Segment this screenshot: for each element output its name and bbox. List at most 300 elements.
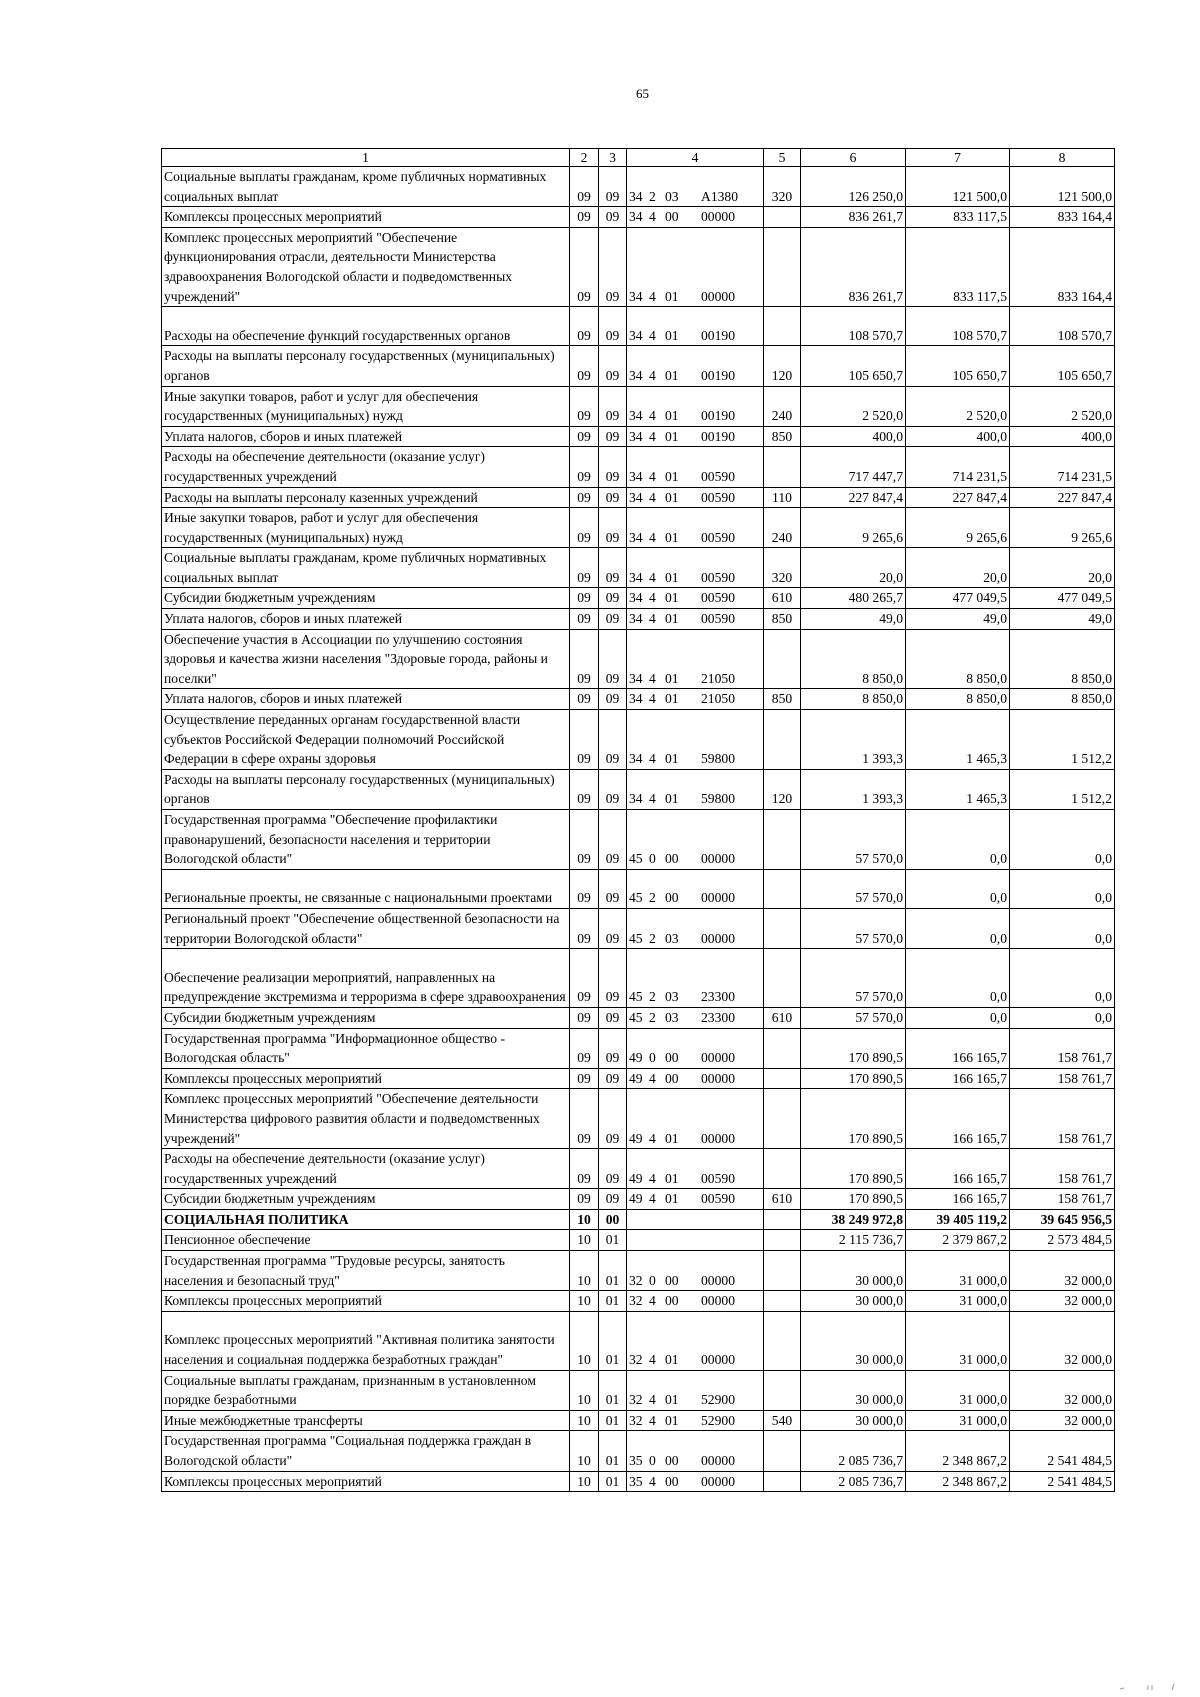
section-code: 09 bbox=[570, 869, 599, 908]
program-code: 34 bbox=[629, 327, 643, 343]
subprogram-code: 4 bbox=[649, 408, 656, 424]
table-row bbox=[162, 1209, 1115, 1230]
row-name: Уплата налогов, сборов и иных платежей bbox=[162, 689, 570, 710]
activity-code: 01 bbox=[665, 1170, 679, 1186]
target-article-code bbox=[627, 447, 764, 487]
amount-col-8: 158 761,7 bbox=[1010, 1189, 1115, 1210]
amount-col-7: 2 520,0 bbox=[906, 386, 1010, 426]
amount-col-6: 38 249 972,8 bbox=[801, 1209, 906, 1230]
activity-code: 00 bbox=[665, 890, 679, 906]
row-name: Субсидии бюджетным учреждениям bbox=[162, 1189, 570, 1210]
subsection-code: 09 bbox=[599, 426, 627, 447]
program-code: 34 bbox=[629, 751, 643, 767]
direction-code: 23300 bbox=[701, 1009, 735, 1025]
section-code: 09 bbox=[570, 689, 599, 710]
subprogram-code: 4 bbox=[649, 209, 656, 225]
table-row bbox=[162, 426, 1115, 447]
amount-col-6: 1 393,3 bbox=[801, 769, 906, 809]
expense-type-code: 610 bbox=[764, 588, 801, 609]
program-code: 45 bbox=[629, 851, 643, 867]
amount-col-8: 108 570,7 bbox=[1010, 307, 1115, 346]
amount-col-8: 0,0 bbox=[1010, 1007, 1115, 1028]
amount-col-6: 2 115 736,7 bbox=[801, 1230, 906, 1251]
activity-code: 00 bbox=[665, 851, 679, 867]
table-row bbox=[162, 1431, 1115, 1471]
expense-type-code: 240 bbox=[764, 386, 801, 426]
row-name: Расходы на обеспечение функций государственных органов bbox=[162, 307, 570, 346]
amount-col-8: 227 847,4 bbox=[1010, 487, 1115, 508]
subprogram-code: 4 bbox=[649, 1070, 656, 1086]
expense-type-code: 110 bbox=[764, 487, 801, 508]
section-code: 09 bbox=[570, 1007, 599, 1028]
target-article-code bbox=[627, 1028, 764, 1068]
target-article-code bbox=[627, 487, 764, 508]
row-name: Иные закупки товаров, работ и услуг для обеспечения государственных (муниципальных) нужд bbox=[162, 386, 570, 426]
header-col-3: 3 bbox=[599, 149, 627, 167]
direction-code: 23300 bbox=[701, 989, 735, 1005]
amount-col-6: 836 261,7 bbox=[801, 227, 906, 306]
amount-col-7: 400,0 bbox=[906, 426, 1010, 447]
direction-code: 00000 bbox=[701, 209, 735, 225]
activity-code: 01 bbox=[665, 489, 679, 505]
direction-code: 00190 bbox=[701, 327, 735, 343]
program-code: 34 bbox=[629, 408, 643, 424]
expense-type-code bbox=[764, 1431, 801, 1471]
amount-col-8: 2 541 484,5 bbox=[1010, 1471, 1115, 1492]
table-row bbox=[162, 1089, 1115, 1149]
section-code: 09 bbox=[570, 609, 599, 630]
amount-col-8: 833 164,4 bbox=[1010, 207, 1115, 228]
program-code: 34 bbox=[629, 468, 643, 484]
program-code: 34 bbox=[629, 209, 643, 225]
budget-table bbox=[161, 148, 1115, 1492]
activity-code: 01 bbox=[665, 367, 679, 383]
section-code: 09 bbox=[570, 426, 599, 447]
amount-col-8: 20,0 bbox=[1010, 548, 1115, 588]
target-article-code bbox=[627, 1089, 764, 1149]
program-code: 49 bbox=[629, 1191, 643, 1207]
header-col-5: 5 bbox=[764, 149, 801, 167]
amount-col-6: 30 000,0 bbox=[801, 1410, 906, 1431]
amount-col-7: 0,0 bbox=[906, 869, 1010, 908]
subsection-code: 09 bbox=[599, 588, 627, 609]
subsection-code: 09 bbox=[599, 487, 627, 508]
subsection-code: 01 bbox=[599, 1291, 627, 1312]
table-row bbox=[162, 588, 1115, 609]
table-row bbox=[162, 1028, 1115, 1068]
direction-code: 00000 bbox=[701, 1352, 735, 1368]
subsection-code: 09 bbox=[599, 689, 627, 710]
section-code: 09 bbox=[570, 167, 599, 207]
amount-col-8: 32 000,0 bbox=[1010, 1251, 1115, 1291]
amount-col-7: 39 405 119,2 bbox=[906, 1209, 1010, 1230]
row-name: Осуществление переданных органам государственной власти субъектов Российской Федерации полномочий Российской Федерации в сфере охраны здоровья bbox=[162, 710, 570, 770]
target-article-code bbox=[627, 1189, 764, 1210]
table-header-row bbox=[162, 149, 1115, 167]
expense-type-code: 850 bbox=[764, 689, 801, 710]
direction-code: 00190 bbox=[701, 408, 735, 424]
section-code: 09 bbox=[570, 227, 599, 306]
activity-code: 00 bbox=[665, 1453, 679, 1469]
subprogram-code: 0 bbox=[649, 1453, 656, 1469]
subsection-code: 01 bbox=[599, 1230, 627, 1251]
row-name: Субсидии бюджетным учреждениям bbox=[162, 588, 570, 609]
subprogram-code: 4 bbox=[649, 1392, 656, 1408]
subsection-code: 09 bbox=[599, 810, 627, 870]
table-row bbox=[162, 1370, 1115, 1410]
expense-type-code bbox=[764, 1291, 801, 1312]
target-article-code bbox=[627, 346, 764, 386]
header-col-8: 8 bbox=[1010, 149, 1115, 167]
expense-type-code bbox=[764, 1149, 801, 1189]
target-article-code bbox=[627, 1007, 764, 1028]
expense-type-code bbox=[764, 1251, 801, 1291]
table-row bbox=[162, 1149, 1115, 1189]
header-col-4: 4 bbox=[627, 149, 764, 167]
amount-col-8: 158 761,7 bbox=[1010, 1149, 1115, 1189]
amount-col-8: 0,0 bbox=[1010, 908, 1115, 948]
expense-type-code: 850 bbox=[764, 609, 801, 630]
table-row bbox=[162, 1311, 1115, 1370]
section-code: 09 bbox=[570, 1089, 599, 1149]
subsection-code: 09 bbox=[599, 949, 627, 1008]
amount-col-7: 833 117,5 bbox=[906, 207, 1010, 228]
target-article-code bbox=[627, 307, 764, 346]
direction-code: 00000 bbox=[701, 1130, 735, 1146]
amount-col-8: 2 573 484,5 bbox=[1010, 1230, 1115, 1251]
activity-code: 00 bbox=[665, 209, 679, 225]
table-row bbox=[162, 869, 1115, 908]
amount-col-7: 8 850,0 bbox=[906, 689, 1010, 710]
amount-col-7: 166 165,7 bbox=[906, 1149, 1010, 1189]
subsection-code: 01 bbox=[599, 1251, 627, 1291]
row-name: Обеспечение участия в Ассоциации по улучшению состояния здоровья и качества жизни населения "Здоровые города, районы и поселки" bbox=[162, 629, 570, 689]
direction-code: 00000 bbox=[701, 288, 735, 304]
amount-col-7: 31 000,0 bbox=[906, 1370, 1010, 1410]
amount-col-6: 57 570,0 bbox=[801, 908, 906, 948]
section-code: 09 bbox=[570, 1149, 599, 1189]
program-code: 45 bbox=[629, 930, 643, 946]
header-col-7: 7 bbox=[906, 149, 1010, 167]
subprogram-code: 4 bbox=[649, 611, 656, 627]
activity-code: 00 bbox=[665, 1473, 679, 1489]
target-article-code bbox=[627, 1311, 764, 1370]
target-article-code bbox=[627, 1209, 764, 1230]
target-article-code bbox=[627, 588, 764, 609]
subsection-code: 09 bbox=[599, 1189, 627, 1210]
amount-col-8: 0,0 bbox=[1010, 869, 1115, 908]
program-code: 34 bbox=[629, 428, 643, 444]
activity-code: 01 bbox=[665, 288, 679, 304]
direction-code: 52900 bbox=[701, 1412, 735, 1428]
subsection-code: 09 bbox=[599, 629, 627, 689]
expense-type-code bbox=[764, 949, 801, 1008]
target-article-code bbox=[627, 426, 764, 447]
expense-type-code: 120 bbox=[764, 346, 801, 386]
program-code: 34 bbox=[629, 590, 643, 606]
subsection-code: 01 bbox=[599, 1431, 627, 1471]
section-code: 10 bbox=[570, 1230, 599, 1251]
direction-code: 00190 bbox=[701, 428, 735, 444]
subsection-code: 09 bbox=[599, 548, 627, 588]
direction-code: 00000 bbox=[701, 1272, 735, 1288]
program-code: 34 bbox=[629, 529, 643, 545]
program-code: 49 bbox=[629, 1050, 643, 1066]
activity-code: 01 bbox=[665, 791, 679, 807]
expense-type-code: 610 bbox=[764, 1189, 801, 1210]
section-code: 10 bbox=[570, 1471, 599, 1492]
target-article-code bbox=[627, 1471, 764, 1492]
target-article-code bbox=[627, 908, 764, 948]
subprogram-code: 4 bbox=[649, 1473, 656, 1489]
table-row bbox=[162, 689, 1115, 710]
amount-col-6: 20,0 bbox=[801, 548, 906, 588]
table-row bbox=[162, 207, 1115, 228]
activity-code: 01 bbox=[665, 1191, 679, 1207]
target-article-code bbox=[627, 810, 764, 870]
target-article-code bbox=[627, 167, 764, 207]
amount-col-6: 170 890,5 bbox=[801, 1068, 906, 1089]
expense-type-code bbox=[764, 227, 801, 306]
activity-code: 01 bbox=[665, 611, 679, 627]
direction-code: 52900 bbox=[701, 1392, 735, 1408]
subsection-code: 09 bbox=[599, 1007, 627, 1028]
subprogram-code: 4 bbox=[649, 791, 656, 807]
target-article-code bbox=[627, 207, 764, 228]
direction-code: 59800 bbox=[701, 791, 735, 807]
amount-col-7: 0,0 bbox=[906, 908, 1010, 948]
subsection-code: 01 bbox=[599, 1370, 627, 1410]
direction-code: 00590 bbox=[701, 611, 735, 627]
section-code: 09 bbox=[570, 1068, 599, 1089]
direction-code: 00190 bbox=[701, 367, 735, 383]
row-name: Комплекс процессных мероприятий "Обеспечение деятельности Министерства цифрового развития области и подведомственных учреждений" bbox=[162, 1089, 570, 1149]
expense-type-code bbox=[764, 1230, 801, 1251]
row-name: Обеспечение реализации мероприятий, направленных на предупреждение экстремизма и терроризма в сфере здравоохранения bbox=[162, 949, 570, 1008]
section-code: 09 bbox=[570, 548, 599, 588]
table-body bbox=[162, 167, 1115, 1492]
amount-col-6: 836 261,7 bbox=[801, 207, 906, 228]
subsection-code: 09 bbox=[599, 1149, 627, 1189]
amount-col-7: 31 000,0 bbox=[906, 1291, 1010, 1312]
target-article-code bbox=[627, 1230, 764, 1251]
program-code: 34 bbox=[629, 670, 643, 686]
amount-col-8: 2 520,0 bbox=[1010, 386, 1115, 426]
subsection-code: 09 bbox=[599, 908, 627, 948]
program-code: 49 bbox=[629, 1070, 643, 1086]
amount-col-8: 105 650,7 bbox=[1010, 346, 1115, 386]
row-name: Пенсионное обеспечение bbox=[162, 1230, 570, 1251]
table-row bbox=[162, 1068, 1115, 1089]
direction-code: 00590 bbox=[701, 590, 735, 606]
target-article-code bbox=[627, 508, 764, 548]
section-code: 10 bbox=[570, 1311, 599, 1370]
row-name: Расходы на обеспечение деятельности (оказание услуг) государственных учреждений bbox=[162, 447, 570, 487]
expense-type-code bbox=[764, 908, 801, 948]
direction-code: A1380 bbox=[701, 188, 739, 204]
table-row bbox=[162, 1291, 1115, 1312]
expense-type-code bbox=[764, 207, 801, 228]
table-row bbox=[162, 769, 1115, 809]
program-code: 45 bbox=[629, 1009, 643, 1025]
section-code: 09 bbox=[570, 588, 599, 609]
amount-col-7: 1 465,3 bbox=[906, 710, 1010, 770]
section-code: 09 bbox=[570, 810, 599, 870]
row-name: Уплата налогов, сборов и иных платежей bbox=[162, 426, 570, 447]
section-code: 09 bbox=[570, 386, 599, 426]
amount-col-6: 30 000,0 bbox=[801, 1370, 906, 1410]
activity-code: 01 bbox=[665, 1352, 679, 1368]
activity-code: 00 bbox=[665, 1293, 679, 1309]
subprogram-code: 4 bbox=[649, 670, 656, 686]
expense-type-code bbox=[764, 1028, 801, 1068]
scan-artifact-mark bbox=[1118, 1681, 1178, 1691]
table-row bbox=[162, 1007, 1115, 1028]
amount-col-7: 227 847,4 bbox=[906, 487, 1010, 508]
amount-col-7: 166 165,7 bbox=[906, 1089, 1010, 1149]
direction-code: 00000 bbox=[701, 851, 735, 867]
amount-col-6: 57 570,0 bbox=[801, 869, 906, 908]
subprogram-code: 2 bbox=[649, 1009, 656, 1025]
amount-col-6: 49,0 bbox=[801, 609, 906, 630]
table-row bbox=[162, 167, 1115, 207]
table-row bbox=[162, 810, 1115, 870]
direction-code: 00000 bbox=[701, 890, 735, 906]
row-name: Комплексы процессных мероприятий bbox=[162, 1291, 570, 1312]
subsection-code: 09 bbox=[599, 386, 627, 426]
program-code: 34 bbox=[629, 691, 643, 707]
table-row bbox=[162, 447, 1115, 487]
amount-col-6: 170 890,5 bbox=[801, 1028, 906, 1068]
amount-col-8: 1 512,2 bbox=[1010, 710, 1115, 770]
row-name: Социальные выплаты гражданам, кроме публичных нормативных социальных выплат bbox=[162, 548, 570, 588]
amount-col-6: 170 890,5 bbox=[801, 1149, 906, 1189]
subprogram-code: 4 bbox=[649, 1352, 656, 1368]
direction-code: 00590 bbox=[701, 489, 735, 505]
subsection-code: 09 bbox=[599, 307, 627, 346]
target-article-code bbox=[627, 689, 764, 710]
amount-col-6: 170 890,5 bbox=[801, 1189, 906, 1210]
amount-col-8: 121 500,0 bbox=[1010, 167, 1115, 207]
target-article-code bbox=[627, 548, 764, 588]
amount-col-7: 121 500,0 bbox=[906, 167, 1010, 207]
table-row bbox=[162, 1230, 1115, 1251]
direction-code: 00000 bbox=[701, 1293, 735, 1309]
subprogram-code: 4 bbox=[649, 751, 656, 767]
subprogram-code: 4 bbox=[649, 428, 656, 444]
subprogram-code: 4 bbox=[649, 367, 656, 383]
row-name: Социальные выплаты гражданам, кроме публичных нормативных социальных выплат bbox=[162, 167, 570, 207]
subprogram-code: 4 bbox=[649, 569, 656, 585]
subprogram-code: 4 bbox=[649, 529, 656, 545]
table-row bbox=[162, 1251, 1115, 1291]
program-code: 32 bbox=[629, 1272, 643, 1288]
amount-col-8: 477 049,5 bbox=[1010, 588, 1115, 609]
row-name: Комплексы процессных мероприятий bbox=[162, 1471, 570, 1492]
amount-col-8: 32 000,0 bbox=[1010, 1370, 1115, 1410]
amount-col-6: 9 265,6 bbox=[801, 508, 906, 548]
amount-col-8: 49,0 bbox=[1010, 609, 1115, 630]
header-col-1: 1 bbox=[162, 149, 570, 167]
row-name: Расходы на выплаты персоналу государственных (муниципальных) органов bbox=[162, 769, 570, 809]
subprogram-code: 4 bbox=[649, 327, 656, 343]
target-article-code bbox=[627, 1370, 764, 1410]
direction-code: 00590 bbox=[701, 569, 735, 585]
row-name: СОЦИАЛЬНАЯ ПОЛИТИКА bbox=[162, 1209, 570, 1230]
amount-col-7: 166 165,7 bbox=[906, 1189, 1010, 1210]
row-name: Комплексы процессных мероприятий bbox=[162, 1068, 570, 1089]
expense-type-code: 850 bbox=[764, 426, 801, 447]
expense-type-code bbox=[764, 1068, 801, 1089]
amount-col-6: 170 890,5 bbox=[801, 1089, 906, 1149]
amount-col-7: 2 379 867,2 bbox=[906, 1230, 1010, 1251]
row-name: Государственная программа "Социальная поддержка граждан в Вологодской области" bbox=[162, 1431, 570, 1471]
amount-col-7: 31 000,0 bbox=[906, 1410, 1010, 1431]
target-article-code bbox=[627, 949, 764, 1008]
amount-col-7: 108 570,7 bbox=[906, 307, 1010, 346]
subsection-code: 09 bbox=[599, 227, 627, 306]
amount-col-6: 30 000,0 bbox=[801, 1311, 906, 1370]
subsection-code: 09 bbox=[599, 1089, 627, 1149]
section-code: 09 bbox=[570, 1028, 599, 1068]
target-article-code bbox=[627, 769, 764, 809]
direction-code: 00590 bbox=[701, 1191, 735, 1207]
amount-col-7: 2 348 867,2 bbox=[906, 1431, 1010, 1471]
target-article-code bbox=[627, 1291, 764, 1312]
amount-col-8: 1 512,2 bbox=[1010, 769, 1115, 809]
row-name: Комплекс процессных мероприятий "Обеспечение функционирования отрасли, деятельности Министерства здравоохранения Вологодской области и подведомственных учреждений" bbox=[162, 227, 570, 306]
amount-col-6: 57 570,0 bbox=[801, 1007, 906, 1028]
direction-code: 00590 bbox=[701, 529, 735, 545]
section-code: 09 bbox=[570, 769, 599, 809]
row-name: Социальные выплаты гражданам, признанным в установленном порядке безработными bbox=[162, 1370, 570, 1410]
subsection-code: 09 bbox=[599, 609, 627, 630]
amount-col-7: 0,0 bbox=[906, 949, 1010, 1008]
activity-code: 00 bbox=[665, 1272, 679, 1288]
target-article-code bbox=[627, 609, 764, 630]
section-code: 10 bbox=[570, 1291, 599, 1312]
amount-col-6: 400,0 bbox=[801, 426, 906, 447]
subsection-code: 09 bbox=[599, 1028, 627, 1068]
activity-code: 03 bbox=[665, 930, 679, 946]
subsection-code: 09 bbox=[599, 508, 627, 548]
target-article-code bbox=[627, 1068, 764, 1089]
expense-type-code: 240 bbox=[764, 508, 801, 548]
program-code: 32 bbox=[629, 1293, 643, 1309]
expense-type-code bbox=[764, 1370, 801, 1410]
subprogram-code: 4 bbox=[649, 691, 656, 707]
amount-col-7: 833 117,5 bbox=[906, 227, 1010, 306]
subprogram-code: 0 bbox=[649, 851, 656, 867]
program-code: 45 bbox=[629, 989, 643, 1005]
amount-col-7: 49,0 bbox=[906, 609, 1010, 630]
activity-code: 01 bbox=[665, 751, 679, 767]
activity-code: 01 bbox=[665, 1412, 679, 1428]
amount-col-7: 31 000,0 bbox=[906, 1311, 1010, 1370]
activity-code: 01 bbox=[665, 1130, 679, 1146]
row-name: Государственная программа "Информационное общество - Вологодская область" bbox=[162, 1028, 570, 1068]
subsection-code: 09 bbox=[599, 710, 627, 770]
table-row bbox=[162, 346, 1115, 386]
table-row bbox=[162, 1410, 1115, 1431]
target-article-code bbox=[627, 1410, 764, 1431]
target-article-code bbox=[627, 227, 764, 306]
amount-col-8: 714 231,5 bbox=[1010, 447, 1115, 487]
section-code: 10 bbox=[570, 1410, 599, 1431]
row-name: Государственная программа "Обеспечение профилактики правонарушений, безопасности населения и территории Вологодской области" bbox=[162, 810, 570, 870]
target-article-code bbox=[627, 1251, 764, 1291]
expense-type-code bbox=[764, 1471, 801, 1492]
